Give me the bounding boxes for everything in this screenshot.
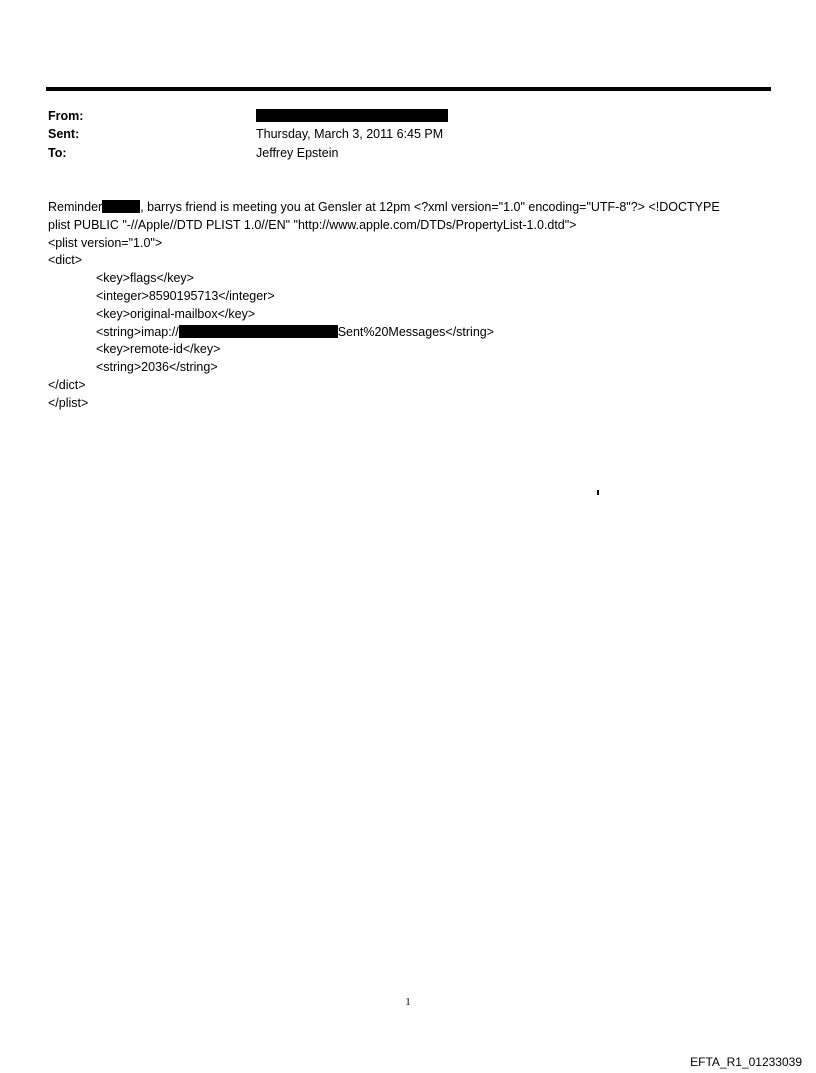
redaction-bar — [179, 325, 338, 338]
to-value: Jeffrey Epstein — [256, 146, 339, 160]
body-line: <integer>8590195713</integer> — [96, 288, 275, 303]
body-line: </dict> — [48, 377, 86, 392]
body-line — [48, 324, 773, 342]
body-line: <key>original-mailbox</key> — [96, 306, 256, 321]
body-line — [48, 199, 773, 217]
page-number: 1 — [405, 996, 411, 1008]
header-rule — [46, 87, 771, 91]
body-text: Reminder — [48, 200, 103, 214]
sent-value: Thursday, March 3, 2011 6:45 PM — [256, 127, 444, 141]
body-line: <string>2036</string> — [96, 360, 218, 375]
body-text: <string>imap:// — [96, 324, 179, 339]
body-line: plist PUBLIC "-//Apple//DTD PLIST 1.0//EN" "http://www.apple.com/DTDs/PropertyList-1.0.dtd"> — [48, 217, 577, 232]
stray-mark — [597, 490, 599, 495]
redaction-bar — [256, 109, 448, 122]
body-text: , barrys friend is meeting you at Gensler at 12pm <?xml version="1.0" encoding="UTF-8"?> <!DOCTYPE — [140, 200, 720, 214]
redaction-bar — [102, 200, 140, 213]
bates-number: EFTA_R1_01233039 — [690, 1055, 802, 1069]
to-label: To: — [48, 146, 67, 160]
message-body — [48, 199, 773, 413]
body-line: <key>flags</key> — [96, 271, 194, 286]
from-label: From: — [48, 109, 84, 123]
sent-label: Sent: — [48, 127, 80, 141]
body-line: </plist> — [48, 395, 89, 410]
body-line: <dict> — [48, 253, 83, 268]
body-line: <key>remote-id</key> — [96, 342, 221, 357]
body-line: <plist version="1.0"> — [48, 235, 163, 250]
body-text: Sent%20Messages</string> — [337, 324, 495, 339]
from-value-redacted — [256, 108, 448, 124]
